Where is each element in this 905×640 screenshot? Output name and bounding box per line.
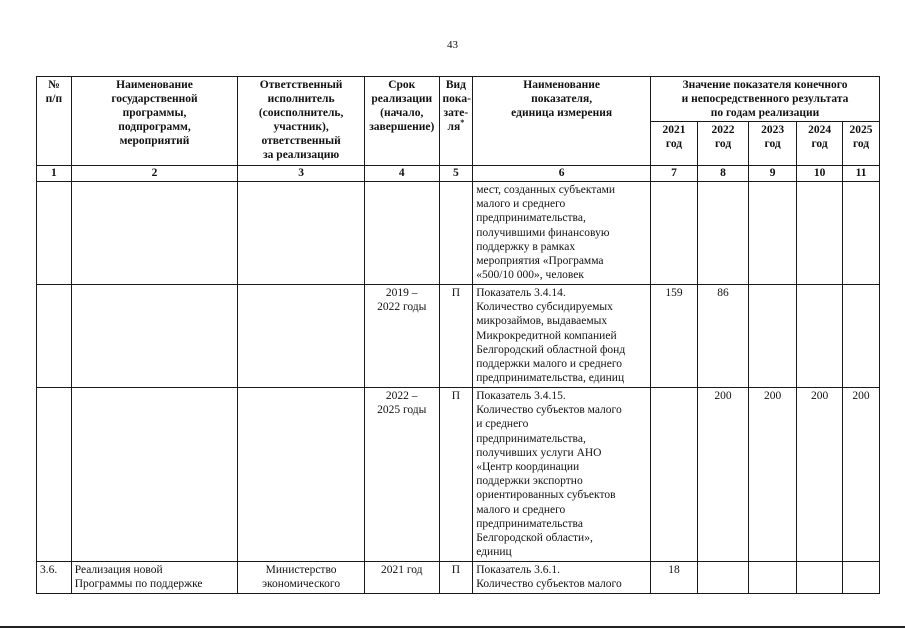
row-value-2021 [651, 182, 698, 285]
row-value-2021: 18 [651, 562, 698, 594]
row-value-2025 [843, 562, 880, 594]
table-row [37, 182, 880, 285]
row-period: 2021 год [364, 562, 439, 594]
header-col-executor: Ответственный исполнитель (соисполнитель, участник), ответственный за реализацию [238, 77, 365, 166]
row-name: Реализация новой Программы по поддержке [71, 562, 238, 594]
row-type: П [439, 388, 473, 562]
header-col-num: № п/п [37, 77, 72, 166]
row-value-2023 [749, 285, 797, 388]
row-num [37, 285, 72, 388]
column-number: 11 [843, 166, 880, 182]
row-value-2025 [843, 285, 880, 388]
header-col-name: Наименование государственной программы, подпрограмм, мероприятий [71, 77, 238, 166]
row-value-2022 [698, 182, 749, 285]
row-value-2025 [843, 182, 880, 285]
row-name [71, 388, 238, 562]
column-number-row [37, 166, 880, 182]
header-col-type [439, 77, 473, 166]
table-row [37, 285, 880, 388]
header-year-2022: 2022 год [698, 122, 749, 166]
column-number: 6 [473, 166, 651, 182]
row-value-2024 [797, 182, 843, 285]
row-indicator: мест, созданных субъектами малого и среднего предпринимательства, получившими финансовую поддержку в рамках мероприятия «Программа «500/10 000», человек [473, 182, 651, 285]
row-value-2023 [749, 182, 797, 285]
header-year-2023: 2023 год [749, 122, 797, 166]
header-col-indicator: Наименование показателя, единица измерения [473, 77, 651, 166]
header-year-2025: 2025 год [843, 122, 880, 166]
row-name [71, 285, 238, 388]
footnote-mark: * [460, 118, 465, 128]
row-value-2025: 200 [843, 388, 880, 562]
column-number: 8 [698, 166, 749, 182]
row-value-2021 [651, 388, 698, 562]
row-value-2023: 200 [749, 388, 797, 562]
table-row [37, 388, 880, 562]
column-number: 1 [37, 166, 72, 182]
column-number: 9 [749, 166, 797, 182]
row-period [364, 182, 439, 285]
column-number: 7 [651, 166, 698, 182]
row-indicator: Показатель 3.4.15. Количество субъектов малого и среднего предпринимательства, получивших услуги АНО «Центр координации поддержки экспортно ориентированных субъектов малого и среднего предпринимательства Белгородской области», единиц [473, 388, 651, 562]
row-value-2022 [698, 562, 749, 594]
row-executor: Министерство экономического [238, 562, 365, 594]
page-number: 43 [447, 39, 458, 51]
header-year-2021: 2021 год [651, 122, 698, 166]
indicators-table [36, 76, 880, 594]
row-value-2024 [797, 562, 843, 594]
row-executor [238, 388, 365, 562]
row-executor [238, 285, 365, 388]
row-value-2024 [797, 285, 843, 388]
row-value-2023 [749, 562, 797, 594]
row-type [439, 182, 473, 285]
row-indicator: Показатель 3.6.1. Количество субъектов малого [473, 562, 651, 594]
row-type: П [439, 562, 473, 594]
row-name [71, 182, 238, 285]
column-number: 2 [71, 166, 238, 182]
row-value-2022: 200 [698, 388, 749, 562]
header-year-2024: 2024 год [797, 122, 843, 166]
header-values-group: Значение показателя конечного и непосредственного результата по годам реализации [651, 77, 880, 122]
row-num [37, 388, 72, 562]
row-executor [238, 182, 365, 285]
row-num [37, 182, 72, 285]
row-period: 2019 – 2022 годы [364, 285, 439, 388]
page-bottom-edge [0, 626, 905, 628]
row-indicator: Показатель 3.4.14. Количество субсидируемых микрозаймов, выдаваемых Микрокредитной компанией Белгородский областной фонд поддержки малого и среднего предпринимательства, единиц [473, 285, 651, 388]
header-col-type-text: Вид пока- зате- ля [442, 79, 471, 133]
column-number: 10 [797, 166, 843, 182]
column-number: 3 [238, 166, 365, 182]
column-number: 4 [364, 166, 439, 182]
header-col-period: Срок реализации (начало, завершение) [364, 77, 439, 166]
row-type: П [439, 285, 473, 388]
row-value-2022: 86 [698, 285, 749, 388]
row-value-2021: 159 [651, 285, 698, 388]
column-number: 5 [439, 166, 473, 182]
header-row [37, 77, 880, 122]
row-value-2024: 200 [797, 388, 843, 562]
row-period: 2022 – 2025 годы [364, 388, 439, 562]
row-num: 3.6. [37, 562, 72, 594]
table-row [37, 562, 880, 594]
